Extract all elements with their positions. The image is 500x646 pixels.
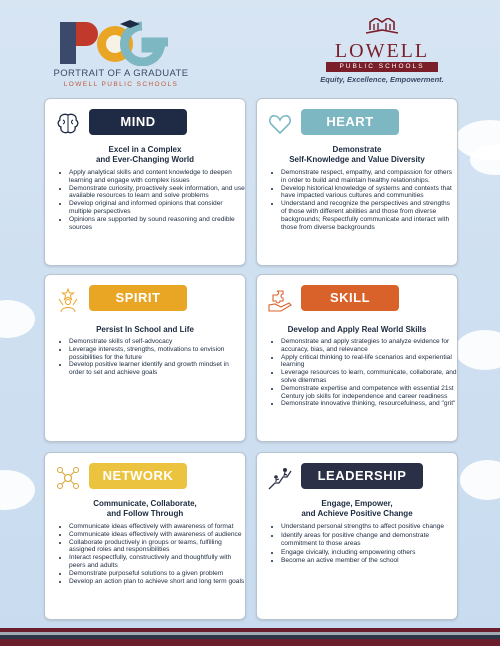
list-item: • Demonstrate curiosity, proactively seek information, and use available resources to learn and solve problems	[69, 185, 245, 201]
book-icon	[362, 18, 402, 34]
pog-title: PORTRAIT OF A GRADUATE	[53, 68, 189, 79]
person-with-star-icon	[55, 287, 81, 313]
list-item: • Become an active member of the school	[281, 557, 457, 566]
network-subtitle-line1: Communicate, Collaborate,	[93, 499, 197, 508]
footer-stripe	[0, 628, 500, 646]
list-item: • Understand personal strengths to affect positive change	[281, 523, 457, 532]
list-item: • Apply analytical skills and content knowledge to deepen learning and engage with complex issues	[69, 169, 245, 185]
climbing-figures-icon	[267, 465, 293, 491]
skill-title: SKILL	[301, 285, 399, 311]
list-item: • Demonstrate innovative thinking, resourcefulness, and "grit"	[281, 400, 457, 408]
skill-list	[269, 338, 457, 408]
list-item: • Develop positive learner identify and growth mindset in order to set and achieve goals	[69, 361, 245, 377]
card-mind	[44, 98, 246, 266]
heart-title: HEART	[301, 109, 399, 135]
card-leadership	[256, 452, 458, 620]
portrait-of-a-graduate-logo	[60, 20, 170, 66]
list-item: • Leverage resources to learn, communicate, collaborate, and solve dilemmas	[281, 369, 457, 385]
list-item: • Opinions are supported by sound reasoning and credible sources	[69, 216, 245, 232]
lowell-tagline: Equity, Excellence, Empowerment.	[320, 75, 444, 84]
brain-icon	[55, 111, 81, 137]
spirit-subtitle-line1: Persist In School and Life	[96, 325, 194, 334]
cloud-decoration	[0, 300, 35, 338]
lowell-bar: PUBLIC SCHOOLS	[326, 62, 438, 72]
card-network	[44, 452, 246, 620]
network-icon	[55, 465, 81, 491]
list-item: • Demonstrate respect, empathy, and compassion for others in order to build and maintain healthy relationships.	[281, 169, 457, 185]
network-title: NETWORK	[89, 463, 187, 489]
heart-icon	[267, 111, 293, 137]
cloud-decoration	[455, 330, 500, 370]
skill-subtitle-line1: Develop and Apply Real World Skills	[287, 325, 427, 334]
lowell-name: LOWELL	[334, 40, 430, 62]
network-list	[57, 523, 245, 585]
cloud-decoration	[0, 470, 35, 510]
card-spirit	[44, 274, 246, 442]
mind-subtitle-line2: and Ever-Changing World	[95, 154, 195, 164]
list-item: • Communicate ideas effectively with awareness of audience	[69, 531, 245, 539]
list-item: • Demonstrate and apply strategies to analyze evidence for accuracy, bias, and relevance	[281, 338, 457, 354]
spirit-list	[57, 338, 245, 377]
pog-district: LOWELL PUBLIC SCHOOLS	[63, 81, 179, 88]
heart-subtitle-line1: Demonstrate	[332, 145, 382, 154]
lowell-logo	[318, 18, 446, 84]
network-subtitle-line2: and Follow Through	[106, 508, 184, 518]
list-item: • Develop an action plan to achieve short and long term goals	[69, 578, 245, 586]
list-item: • Apply critical thinking to real-life scenarios and experiential learning	[281, 354, 457, 370]
cloud-decoration	[460, 460, 500, 500]
list-item: • Understand and recognize the perspectives and strengths of those with different abilities and those from diverse backgrounds; Respectfully communicate and interact with those from diverse backgrounds	[281, 200, 457, 231]
heart-subtitle-line2: Self-Knowledge and Value Diversity	[289, 154, 425, 164]
mind-title: MIND	[89, 109, 187, 135]
list-item: • Communicate ideas effectively with awareness of format	[69, 523, 245, 531]
leadership-subtitle-line1: Engage, Empower,	[321, 499, 393, 508]
leadership-title: LEADERSHIP	[301, 463, 423, 489]
card-heart	[256, 98, 458, 266]
list-item: • Develop historical knowledge of systems and contexts that have impacted various cultures and communities	[281, 185, 457, 201]
mind-list	[57, 169, 245, 231]
puzzle-hand-icon	[267, 287, 293, 313]
heart-list	[269, 169, 457, 231]
list-item: • Develop original and informed opinions that consider multiple perspectives	[69, 200, 245, 216]
list-item: • Interact respectfully, constructively and thoughtfully with peers and adults	[69, 554, 245, 570]
list-item: • Collaborate productively in groups or teams, fulfilling assigned roles and responsibilities	[69, 539, 245, 555]
list-item: • Engage civically, including empowering others	[281, 549, 457, 558]
list-item: • Identify areas for positive change and demonstrate commitment to those areas	[281, 532, 457, 549]
list-item: • Demonstrate skills of self-advocacy	[69, 338, 245, 346]
list-item: • Demonstrate purposeful solutions to a given problem	[69, 570, 245, 578]
page-header	[0, 0, 500, 96]
card-skill	[256, 274, 458, 442]
leadership-subtitle-line2: and Achieve Positive Change	[301, 508, 413, 518]
list-item: • Leverage interests, strengths, motivations to envision possibilities for the future	[69, 346, 245, 362]
mind-subtitle-line1: Excel in a Complex	[108, 145, 182, 154]
list-item: • Demonstrate expertise and competence with essential 21st Century job skills for independence and career readiness	[281, 385, 457, 401]
spirit-title: SPIRIT	[89, 285, 187, 311]
leadership-list	[269, 523, 457, 566]
